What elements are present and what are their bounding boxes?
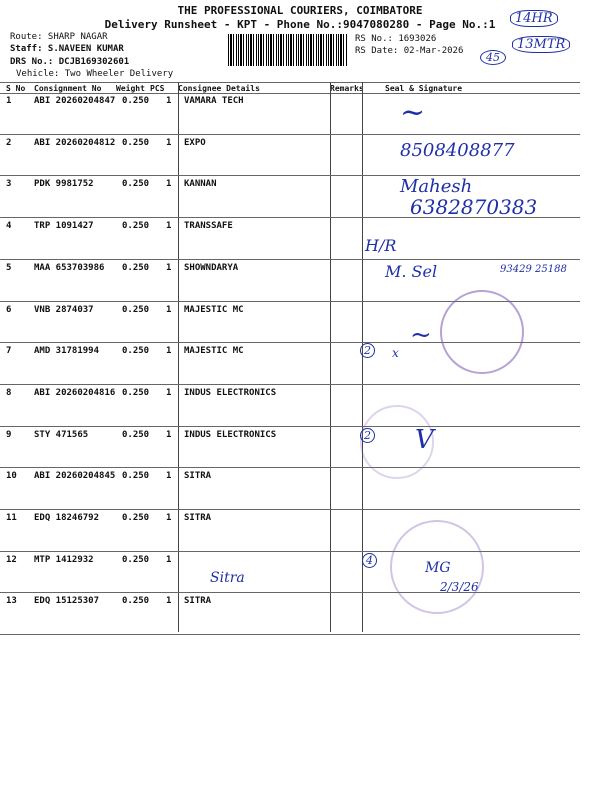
handwritten-note: 13MTR: [512, 36, 570, 53]
consignee-name: SHOWNDARYA: [184, 262, 239, 273]
consignee-name: TRANSSAFE: [184, 221, 233, 232]
weight: 0.250: [122, 304, 150, 315]
pieces: 1: [166, 179, 172, 190]
pieces: 1: [166, 262, 172, 273]
handwritten-name: Mahesh: [400, 176, 473, 197]
consignment-number: EDQ 18246792: [34, 513, 100, 523]
pieces: 1: [166, 554, 172, 565]
signature: M. Sel: [385, 262, 438, 281]
pieces: 1: [166, 137, 172, 148]
row-divider: [0, 259, 580, 260]
handwritten-note: 14HR: [510, 10, 558, 27]
consignment-number: AMD 31781994: [34, 346, 100, 357]
pieces: 1: [166, 596, 172, 607]
consignee-name: INDUS ELECTRONICS: [184, 387, 277, 398]
serial-number: 2: [6, 137, 12, 148]
weight: 0.250: [122, 221, 150, 232]
serial-number: 10: [6, 471, 17, 482]
handwritten-mark: x: [392, 346, 399, 360]
row-divider: [0, 426, 580, 427]
row-divider: [0, 551, 580, 552]
consignee-name: SITRA: [184, 596, 212, 607]
pieces: 1: [166, 304, 172, 315]
pieces: 1: [166, 387, 172, 398]
pieces: 1: [166, 221, 172, 232]
consignment-number: MTP 1412932: [34, 554, 94, 565]
serial-number: 4: [6, 221, 12, 232]
consignment-number: TRP 1091427: [34, 221, 94, 232]
column-header: PCS: [150, 84, 165, 93]
handwritten-note: 45: [480, 50, 506, 65]
weight: 0.250: [122, 554, 150, 565]
weight: 0.250: [122, 471, 150, 482]
weight: 0.250: [122, 96, 150, 106]
vehicle-label: Vehicle: Two Wheeler Delivery: [16, 69, 174, 79]
consignment-number: ABI 20260204847: [34, 96, 116, 106]
drs-label: DRS No.: DCJB169302601: [10, 57, 130, 67]
consignment-number: EDQ 15125307: [34, 596, 100, 607]
consignment-number: STY 471565: [34, 429, 89, 440]
weight: 0.250: [122, 346, 150, 357]
weight: 0.250: [122, 179, 150, 190]
consignee-name: KANNAN: [184, 179, 217, 190]
pieces: 1: [166, 429, 172, 440]
serial-number: 12: [6, 554, 17, 565]
column-divider: [178, 82, 179, 632]
consignment-number: ABI 20260204816: [34, 387, 116, 398]
handwritten-note: H/R: [365, 236, 397, 255]
handwritten-phone: 93429 25188: [500, 264, 567, 275]
row-divider: [0, 384, 580, 385]
weight: 0.250: [122, 429, 150, 440]
handwritten-date: 2/3/26: [440, 580, 479, 594]
consignee-name: MAJESTIC MC: [184, 346, 244, 357]
circled-number: 2: [360, 343, 375, 358]
report-subtitle: Delivery Runsheet - KPT - Phone No.:9047080280 - Page No.:1: [104, 18, 496, 31]
weight: 0.250: [122, 137, 150, 148]
weight: 0.250: [122, 262, 150, 273]
weight: 0.250: [122, 596, 150, 607]
pieces: 1: [166, 96, 172, 106]
pieces: 1: [166, 513, 172, 523]
table-header-rule: [0, 93, 580, 94]
weight: 0.250: [122, 513, 150, 523]
barcode: [228, 34, 348, 66]
serial-number: 13: [6, 596, 17, 607]
signature: V: [415, 425, 434, 455]
row-divider: [0, 467, 580, 468]
row-divider: [0, 509, 580, 510]
column-header: S No: [6, 84, 26, 93]
handwritten-name: Sitra: [210, 570, 245, 586]
serial-number: 5: [6, 262, 12, 273]
serial-number: 6: [6, 304, 12, 315]
table-top-rule: [0, 82, 580, 83]
serial-number: 11: [6, 513, 17, 523]
column-header: Seal & Signature: [385, 84, 463, 93]
column-header: Consignment No: [34, 84, 102, 93]
serial-number: 7: [6, 346, 12, 357]
column-header: Weight: [116, 84, 145, 93]
consignment-number: VNB 2874037: [34, 304, 94, 315]
row-divider: [0, 634, 580, 635]
signature: ~: [410, 320, 432, 350]
consignment-number: ABI 20260204845: [34, 471, 116, 482]
serial-number: 1: [6, 96, 12, 106]
serial-number: 8: [6, 387, 12, 398]
row-divider: [0, 134, 580, 135]
pieces: 1: [166, 346, 172, 357]
consignee-name: VAMARA TECH: [184, 96, 244, 106]
report-title: THE PROFESSIONAL COURIERS, COIMBATORE: [177, 4, 423, 17]
signature: MG: [425, 560, 451, 576]
consignee-name: EXPO: [184, 137, 206, 148]
seal-stamp: [440, 290, 524, 374]
row-divider: [0, 592, 580, 593]
consignment-number: PDK 9981752: [34, 179, 94, 190]
column-header: Remarks: [330, 84, 364, 93]
route-label: Route: SHARP NAGAR: [10, 32, 108, 42]
row-divider: [0, 175, 580, 176]
serial-number: 3: [6, 179, 12, 190]
handwritten-phone: 6382870383: [410, 195, 538, 219]
consignee-name: MAJESTIC MC: [184, 304, 244, 315]
column-header: Consignee Details: [178, 84, 260, 93]
consignment-number: ABI 20260204812: [34, 137, 116, 148]
pieces: 1: [166, 471, 172, 482]
column-divider: [330, 82, 331, 632]
circled-number: 4: [362, 553, 377, 568]
rs-number: RS No.: 1693026: [355, 34, 437, 44]
consignee-name: INDUS ELECTRONICS: [184, 429, 277, 440]
rs-date: RS Date: 02-Mar-2026: [355, 46, 464, 56]
consignee-name: SITRA: [184, 513, 212, 523]
weight: 0.250: [122, 387, 150, 398]
circled-number: 2: [360, 428, 375, 443]
consignment-number: MAA 653703986: [34, 262, 105, 273]
serial-number: 9: [6, 429, 12, 440]
handwritten-phone: 8508408877: [400, 140, 515, 161]
consignee-name: SITRA: [184, 471, 212, 482]
signature: ~: [400, 95, 426, 130]
staff-label: Staff: S.NAVEEN KUMAR: [10, 44, 124, 54]
